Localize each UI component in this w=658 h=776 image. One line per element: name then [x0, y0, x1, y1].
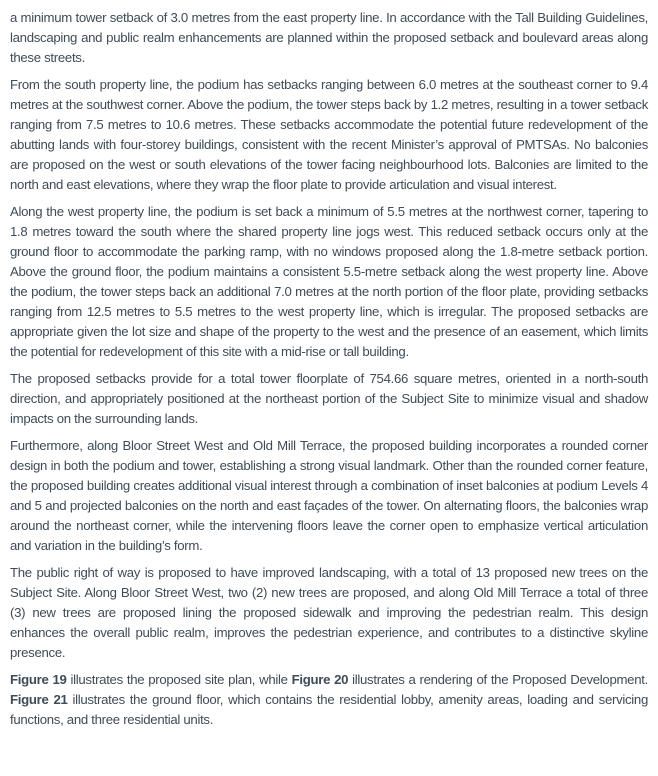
paragraph-rounded-corner [10, 436, 648, 556]
paragraph-figure-references [10, 670, 648, 730]
body-text: Along the west property line, the podium is set back a minimum of 5.5 metres at the northwest corner, tapering to 1.8 metres toward the south where the shared property line jogs west. This reduced setback occurs only at the ground floor to accommodate the parking ramp, with no windows proposed along the 1.8-metre setback portion. Above the ground floor, the podium maintains a consistent 5.5-metre setback along the west property line. Above the podium, the tower steps back an additional 7.0 metres at the north portion of the floor plate, providing setbacks ranging from 12.5 metres to 5.5 metres to the west property line, which is irregular. The proposed setbacks are appropriate given the lot size and shape of the property to the west and the presence of an easement, which limits the potential for redevelopment of this site with a mid-rise or tall building. [10, 204, 648, 359]
paragraph-public-realm-trees [10, 563, 648, 663]
body-text: illustrates the proposed site plan, while [66, 672, 292, 687]
body-text: From the south property line, the podium has setbacks ranging between 6.0 metres at the southeast corner to 9.4 metres at the southwest corner. Above the podium, the tower steps back by 1.2 metres, resulting in a tower setback ranging from 7.5 metres to 10.6 metres. These setbacks accommodate the potential future redevelopment of the abutting lands with four-storey buildings, consistent with the recent Minister’s approval of PMTSAs. No balconies are proposed on the west or south elevations of the tower facing neighbourhood lots. Balconies are limited to the north and east elevations, where they wrap the floor plate to provide articulation and visual interest. [10, 77, 648, 192]
paragraph-tower-floorplate [10, 369, 648, 429]
paragraph-setback-east [10, 8, 648, 68]
figure-reference: Figure 19 [10, 672, 67, 687]
body-text: The public right of way is proposed to have improved landscaping, with a total of 13 proposed new trees on the Subject Site. Along Bloor Street West, two (2) new trees are proposed, and along Old Mill Terrace a total of three (3) new trees are proposed lining the proposed sidewalk and improving the pedestrian realm. This design enhances the overall public realm, improves the pedestrian experience, and contributes to a distinctive skyline presence. [10, 565, 648, 660]
body-text: a minimum tower setback of 3.0 metres from the east property line. In accordance with the Tall Building Guidelines, landscaping and public realm enhancements are planned within the proposed setback and boulevard areas along these streets. [10, 10, 648, 65]
paragraph-setback-south [10, 75, 648, 195]
body-text: The proposed setbacks provide for a total tower floorplate of 754.66 square metres, oriented in a north-south direction, and appropriately positioned at the northeast portion of the Subject Site to minimize visual and shadow impacts on the surrounding lands. [10, 371, 648, 426]
paragraph-setback-west [10, 202, 648, 362]
body-text: illustrates the ground floor, which contains the residential lobby, amenity areas, loading and servicing functions, and three residential units. [10, 692, 648, 727]
body-text: illustrates a rendering of the Proposed Development. [348, 672, 648, 687]
figure-reference: Figure 21 [10, 692, 68, 707]
body-text: Furthermore, along Bloor Street West and Old Mill Terrace, the proposed building incorporates a rounded corner design in both the podium and tower, establishing a strong visual landmark. Other than the rounded corner feature, the proposed building creates additional visual interest through a combination of inset balconies at podium Levels 4 and 5 and projected balconies on the north and east façades of the tower. On alternating floors, the balconies wrap around the northeast corner, while the intervening floors leave the corner open to emphasize vertical articulation and variation in the building’s form. [10, 438, 648, 553]
figure-reference: Figure 20 [291, 672, 349, 687]
